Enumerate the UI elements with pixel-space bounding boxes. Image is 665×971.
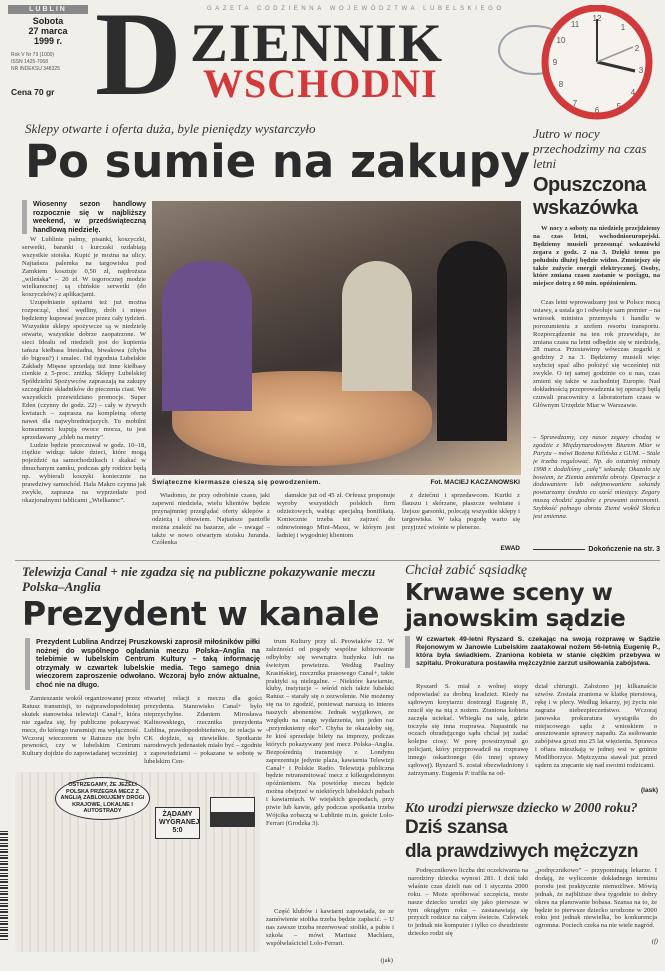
article-3-kicker: Telewizja Canal + nie zgadza się na publiczne pokazywanie meczu Polska–Anglia <box>22 564 376 594</box>
article-3-col-2: otwartej relacji z meczu dla gości prezydenta. Stanowisko Canal+ było nieprzychylne. Zdaniem Mirosława Kalinowskiego, rzecznika prezydenta Lublina, prawdopodobieństwo, że relacja w CK dojdzie, są niewielkie. Spotkanie narodowych jedenastek miało być – zgodnie z zapowiedziami – pokazane w sobotę w lubelskim Cen- <box>144 695 262 766</box>
article-2-headline: Opuszczona wskazówka <box>533 174 646 219</box>
article-1-lead: Wiosenny sezon handlowy rozpocznie się w najbliższy weekend, w przedświąteczną handlową niedzielę. <box>22 200 146 234</box>
article-5-author: (f) <box>651 938 658 945</box>
cartoon-sign: ŻĄDAMY WYGRANEJ 5:0 <box>155 807 200 839</box>
svg-text:7: 7 <box>572 99 578 108</box>
continued-link[interactable]: Dokończenie na str. 3 <box>533 546 660 553</box>
article-1-col-2: Wiadomo, że przy odrobinie czasu, jaki zapewni niedziela, wielu klientów będzie przynajmniej przeglądać oferty sklepów z odzieżą i obuwiem. Najtańsze pantofle można znaleźć na bazarze, ale – uwaga! – także w nowo otwartym stoisku Juranda. Czółenka <box>152 492 270 547</box>
article-2-kicker: Jutro w nocy przechodzimy na czas letni <box>533 126 647 171</box>
logo-title-bottom: WSCHODNI <box>203 61 438 106</box>
article-1-author: EWAD <box>500 545 520 552</box>
svg-text:12: 12 <box>592 14 602 23</box>
cartoon-speech-bubble: OSTRZEGAMY, ŻE JEŻELI POLSKA PRZEGRA MECZ Z ANGLIĄ ZABLOKUJEMY DROGI KRAJOWE, LOKALNE I AUTOSTRADY <box>55 777 150 820</box>
price: Cena 70 gr <box>11 87 55 97</box>
article-4-headline: Krwawe sceny w janowskim sądzie <box>405 580 626 632</box>
svg-text:11: 11 <box>570 20 580 29</box>
article-1-photo <box>152 201 521 475</box>
article-3-col-tail: Część klubów i kawiarni zapowiada, że ze zamówienie stolika trzeba będzie zapłacić. – U nas zawsze trzeba rezerwować stoliki, a pubie i szkoła – mówi Mariusz Machlarz, współwłaściciel Lolo-Ferrari. <box>266 908 394 947</box>
article-5-headline-2: dla prawdziwych mężczyzn <box>405 841 638 862</box>
article-1-col-left: W Lublinie palmy, pisanki, koszyczki, serwetki, baranki i kurczaki ozdabiają wszystkie stoiska. Kupić je można na ulicy. Najtańsza palemka na targowisku pod Zamkiem kosztuje 0,50 zł, najdroższa „wileńska” – 20 zł. W tegorocznej modzie wielkanocnej są chińskie serwetki (do koszyczków) z aplikacjami. Uzupełnianie spiżarni też już można rozpocząć, choć wędliny, drób i mięso będziemy kupować jeszcze przez cały tydzień. Wszystkie sklepy spożywcze są w niedzielę otwarte, wszystkie dobrze zaopatrzone. W sieci Idealu od niedzieli jest do kupienia tańsza kiełbasa biesiadna, biwakowa (chyba do bigosu?) i smalec. Od tygodnia Lubelskie Zakłady Mięsne sprzedają też inne kiełbasy cienkie z 5-proc. zniżką. Sklepy Lubelskiej Spółdzielni Spożywców zapraszają na zakupy szczególnie składników do pieczenia ciast. We wszystkich przewidziano promocje. Super Eden (czynny do godz. 22) – cały w żywych kwiatach – zaprasza na kompletną ofertę nawet dla najwybredniejszych. Tu mobilni konsumenci kupują owoce morza, tu jest sprzedawany „chleb na metry”. Ludzie będzie przeczuwał w godz. 10–18, ciężkie widząc także dzieci, które mogą pojeździć na samochodzikach i skakać w dmuchanym zamku, podczas gdy rodzice będą np. wybierali koszyki koniecznie na prawdziwy samochód. Hala Makro czynna jak zwykle, zaprasza na wyprzedaże pod okazjonalnymi tablicami „Wielkanoc”. <box>22 236 146 504</box>
article-4-lead: W czwartek 49-letni Ryszard S. czekając na swoją rozprawę w Sądzie Rejonowym w Janowie Lubelskim zaatakował nożem 56-letnią Eugenię P., która była świadkiem. Zraniona kobieta w stanie ciężkim przebywa w szpitalu. Prokuratura postawiła mężczyźnie zarzut usiłowania zabójstwa. <box>405 636 660 668</box>
article-2-lead: W nocy z soboty na niedzielę przejdziemy na czas letni, wschodnioeuropejski. Będziemy musieli przesunąć wskazówki zegara z godz. 2 na 3. Dzięki temu po południu dłużej będzie widno. Zmniejszy się także zużycie energii elektrycznej. Osoby, które zmiana czasu zastanie w pociągu, na miejsce dotrą z 60 min. opóźnieniem. <box>533 225 660 288</box>
index-number: NR INDEKSU 348325 <box>11 66 60 72</box>
svg-text:6: 6 <box>594 106 600 115</box>
article-4-col-2: dział chirurgii. Założono jej kilkanaście szwów. Została zraniona w klatkę piersiową, rękę i w plecy. Według lekarzy, jej życiu nie zagraża niebezpieczeństwo. Wczoraj janowska prokuratura wystąpiła do miejscowego sądu z wnioskiem o aresztowanie sprawcy napadu. Za usiłowanie zabójstwa grozi mu 25 lat więzienia. Sprawca i ofiara mieszkają w jednej wsi w gminie Modliborzyce. Mężczyzna stawał już przed sądem za znęcanie się nad swoimi rodzicami. <box>535 683 657 770</box>
article-1-headline: Po sumie na zakupy <box>25 135 531 188</box>
issue-number: Rok V Nr 73 (1000) <box>11 52 55 58</box>
masthead-info <box>8 5 88 97</box>
svg-text:3: 3 <box>638 66 644 75</box>
article-1-col-4: z dziećmi i sprzedawcom. Kurtki z flauszu i skórzane, płaszcze wełniane i lżejsze garsonki, polecają wszystkie sklepy i targowiska. W taką pogodę warto się przyjrzeć wiośnie w plenerze. <box>402 492 520 531</box>
photo-credit: Fot. MACIEJ KACZANOWSKI <box>430 479 520 486</box>
article-2-quote: – Sprawdzamy, czy nasze zegary chodzą w zgodzie z Międzynarodowym Biurem Miar w Paryżu – mówi Bożena Kilińska z GUM. – Stale je trzeba regulować. Np. do ostatniej minuty 1998 r. dodaliśmy „całą” sekundę. Okazało się bowiem, że Ziemia zmieniła obroty. Operacje z dodawaniem lub odejmowaniem sekundy powtarzamy średnio co sześć miesięcy. Zegary muszą chodzić zgodnie z prawami astronomii. Szybkość pełnego obrotu Ziemi wokół Słońca jest zmienna. <box>533 434 660 521</box>
article-2-body: Czas letni wprowadzany jest w Polsce mocą ustawy, a ustala go i odwołuje sam premier – na wniosek ministra przemysłu i handlu w porozumieniu z szefem resortu transportu. Rozporządzenie na ten rok przewiduje, że zmiana czasu na letni odbędzie się w niedzielę, 28 marca. Przestawimy wówczas zegarki z godziny 2 na 3. Będziemy musieli więc szybciej spać albo położyć się wcześniej niż zwykle. O tej samej godzinie co u nas, czas zmieni się także w zachodniej Europie. Nad dokładnością przeprowadzenia tej operacji będą czuwali pracownicy z laboratorium czasu w Głównym Urzędzie Miar w Warszawie. <box>533 299 660 409</box>
article-4-kicker: Chciał zabić sąsiadkę <box>405 563 528 578</box>
logo-title-top: ZIENNIK <box>190 13 444 73</box>
article-3-col-right: trum Kultury przy ul. Peowiaków 12. W zależności od pogody wspólne kibicowanie odbyłoby się wewnątrz budynku lub na świeżym powietrzu. Według Pauliny Krasińskiej, rzecznika prasowego Canal+, takie praktyki są nielegalne. – Niektóre kawiarnie, kluby, instytucje – wśród nich także lubelski Ratusz – starały się o zezwolenie. Nie możemy się na to zgodzić, ponieważ naruszą to interes naszych abonentów. Jednak wyjątkowo, ze względu na rangę wydarzenia, ten jeden raz „przymkniemy oko”. Chyba że okazałoby się, że ktoś sprzedaje bilety na imprezy, podczas których pokazywany jest mecz Polska–Anglia. Bezpośrednią transmisję z Londynu zaprezentuje jedynie plaża, kawiarnia Telewizji Canal+ i Polskie Radio. Telewizja publiczna będzie retransmitować mecz z kilkugodzinnym opóźnieniem. Na powtórkę meczu będzie można obejrzeć w niektórych lubelskich pubach i kawiarniach. W wiejskich gospodach, przy piwie lub kawie, gdy podczas spotkania trzeba Wójcika zobaczą w Lublinie m.in. goście Lolo-Ferrari (Grodzka 3). <box>266 638 394 827</box>
issn: ISSN 1425-7068 <box>11 59 48 65</box>
article-1-kicker: Sklepy otwarte i oferta duża, byle pieniędzy wystarczyło <box>25 121 316 136</box>
article-3-author: (jak) <box>380 957 393 964</box>
article-3-col-1: Zamieszanie wokół organizowanej przez Ratusz transmisji, to najprawdopodobniej skutek stanowiska telewizji Canal+, która nie zgadza się, by publiczne pokazywać mecz, do którego transmisji ma wyłączność. Wczoraj wieczorem w Ratuszu nie było pewności, czy w lubelskim Centrum Kultury dojdzie do zapowiadanej wcześniej <box>22 695 140 758</box>
issue-year: 1999 r. <box>33 36 63 46</box>
article-4-col-1: Ryszard S. miał z wolnej stopy odpowiadać za drobną kradzież. Kiedy na sądowym korytarzu dostrzegł Eugenię P., rzucił się na nią z nożem. Zraniona kobieta zaczęła uciekać. Wbiegła na salę, gdzie toczyła się inna rozprawa. Napastnik na oczach obradującego sądu chciał jej zadać kolejne ciosy. W porę powstrzymał go policjant, który przyprowadził na rozprawę innego oskarżonego (do innej sprawy sądowej). Ryszard S. został obezwładniony i zatrzymany. Eugenia P. trafiła na od- <box>408 683 528 777</box>
edition-city: LUBLIN <box>8 5 88 14</box>
article-3-headline: Prezydent w kanale <box>22 594 379 633</box>
svg-text:1: 1 <box>620 23 626 32</box>
issue-day: Sobota <box>32 16 64 26</box>
article-5-headline-1: Dziś szansa <box>405 817 508 838</box>
section-divider <box>15 560 660 561</box>
svg-text:5: 5 <box>616 102 622 111</box>
issue-date: 27 marca <box>28 26 68 36</box>
svg-text:9: 9 <box>552 58 558 67</box>
cartoon <box>15 772 260 952</box>
svg-text:2: 2 <box>634 44 640 53</box>
svg-text:4: 4 <box>630 88 636 97</box>
article-4-author: (lask) <box>641 787 658 794</box>
svg-text:10: 10 <box>556 36 566 45</box>
article-5-col-1: Podręcznikowo liczba dni oczekiwania na narodziny dziecka wynosi 281. I dziś taki właśnie czas dzieli nas od 1 stycznia 2000 roku. – Może spróbować szczęścia, może nasze dziecko urodzi się jako pierwsze w tym okrągłym roku – zastanawiają się przyszli rodzice na całym świecie. Człowiek to jednak nie komputer i tylko co dwudzieste dziecko rodzi się <box>408 867 528 938</box>
clock-icon <box>535 5 655 120</box>
article-5-col-2: „podręcznikowo” – przypominają lekarze. I dodają, że wyliczenie dokładnego terminu porodu jest praktycznie niemożliwe. Mówią jednak, że najbliższe dwa tygodnie to dobry okres na planowanie bobasa. Szansa na to, że będzie to pierwsze dziecko urodzone w 2000 roku jest jednak niewielka, bo konkurencja ogromna. Pociech czeka na nie wiele nagród. <box>535 867 657 930</box>
article-5-kicker: Kto urodzi pierwsze dziecko w 2000 roku? <box>405 800 638 815</box>
barcode <box>0 830 8 940</box>
article-3-lead: Prezydent Lublina Andrzej Pruszkowski zaprosił miłośników piłki nożnej do wspólnego oglądania meczu Polska–Anglia na telebimie w lubelskim Centrum Kultury – taką informację otrzymały w czwartek lubelskie media. Tego samego dnia wieczorem zaproszenie odwołano. Wczoraj było znów aktualne, choć nie na długo. <box>25 638 260 690</box>
tagline: GAZETA CODZIENNA WOJEWÓDZTWA LUBELSKIEGO <box>207 6 505 12</box>
newspaper-logo: GAZETA CODZIENNA WOJEWÓDZTWA LUBELSKIEGO D ZIENNIK WSCHODNI <box>95 0 505 120</box>
article-1-col-3: damskie już od 45 zł. Orfeusz proponuje wyroby wszystkich polskich firm odzieżowych, wabiąc specjalną bonifikatą. Koniecznie trzeba też zajrzeć do odnowionego Mini–Maxu, w którym jest ładniej i wygodniej klientom <box>277 492 395 539</box>
svg-text:8: 8 <box>558 80 564 89</box>
photo-caption: Świąteczne kiermasze cieszą się powodzeniem. <box>152 479 322 486</box>
